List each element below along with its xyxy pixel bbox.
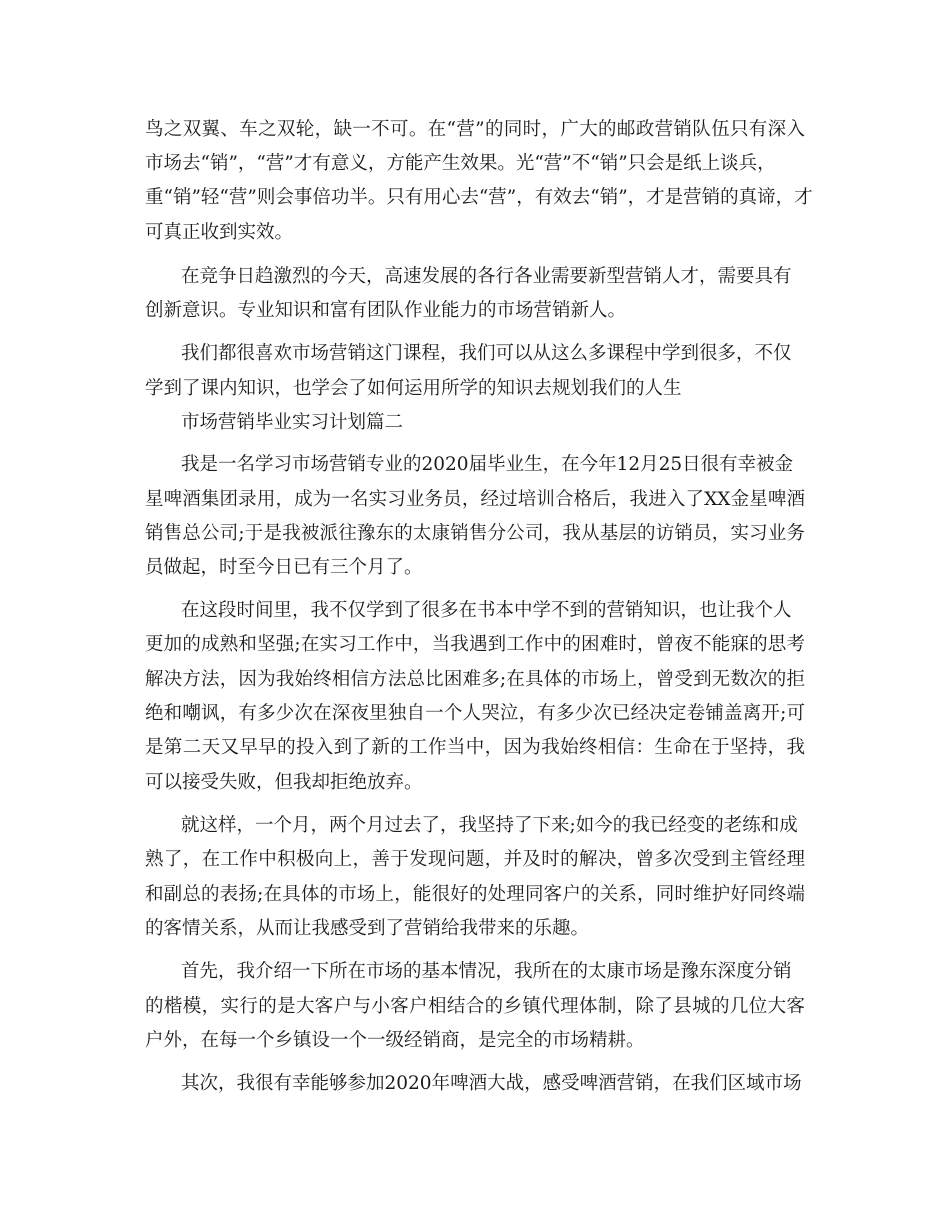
- text-line: 星啤酒集团录用，成为一名实习业务员，经过培训合格后，我进入了XX金星啤酒: [145, 489, 805, 510]
- text-line: 户外，在每一个乡镇设一个一级经销商，是完全的市场精耕。: [145, 1030, 645, 1051]
- text-line: 就这样，一个月，两个月过去了，我坚持了下来;如今的我已经变的老练和成: [181, 815, 798, 836]
- text-line: 员做起，时至今日已有三个月了。: [145, 557, 423, 578]
- text-line: 创新意识。专业知识和富有团队作业能力的市场营销新人。: [145, 300, 627, 321]
- text-line: 解决方法，因为我始终相信方法总比困难多;在具体的市场上，曾受到无数次的拒: [145, 669, 805, 690]
- text-line: 我是一名学习市场营销专业的2020届毕业生，在今年12月25日很有幸被金: [181, 454, 794, 475]
- text-line: 鸟之双翼、车之双轮，缺一不可。在“营”的同时，广大的邮政营销队伍只有深入: [145, 119, 805, 140]
- text-line: 熟了，在工作中积极向上，善于发现问题，并及时的解决，曾多次受到主管经理: [145, 849, 805, 870]
- text-line: 销售总公司;于是我被派往豫东的太康销售分公司，我从基层的访销员，实习业务: [145, 523, 805, 544]
- text-line: 我们都很喜欢市场营销这门课程，我们可以从这么多课程中学到很多，不仅: [181, 343, 792, 364]
- text-line: 的客情关系，从而让我感受到了营销给我带来的乐趣。: [145, 918, 590, 939]
- text-line: 绝和嘲讽，有多少次在深夜里独自一个人哭泣，有多少次已经决定卷铺盖离开;可: [145, 703, 805, 724]
- text-line: 可真正收到实效。: [145, 222, 294, 243]
- text-line: 在竞争日趋激烈的今天，高速发展的各行各业需要新型营销人才，需要具有: [181, 266, 792, 287]
- text-line: 可以接受失败，但我却拒绝放弃。: [145, 772, 423, 793]
- text-line: 重“销”轻“营”则会事倍功半。只有用心去“营”，有效去“销”，才是营销的真谛，才: [145, 187, 813, 208]
- text-line: 在这段时间里，我不仅学到了很多在书本中学不到的营销知识，也让我个人: [181, 600, 792, 621]
- text-line: 是第二天又早早的投入到了新的工作当中，因为我始终相信：生命在于坚持，我: [145, 737, 805, 758]
- text-line: 更加的成熟和坚强;在实习工作中，当我遇到工作中的困难时，曾夜不能寐的思考: [145, 634, 805, 655]
- text-line: 学到了课内知识，也学会了如何运用所学的知识去规划我们的人生: [145, 378, 682, 399]
- section-heading: 市场营销毕业实习计划篇二: [181, 412, 404, 433]
- text-line: 其次，我很有幸能够参加2020年啤酒大战，感受啤酒营销，在我们区域市场: [181, 1073, 802, 1094]
- text-line: 的楷模，实行的是大客户与小客户相结合的乡镇代理体制，除了县城的几位大客: [145, 996, 805, 1017]
- text-line: 首先，我介绍一下所在市场的基本情况，我所在的太康市场是豫东深度分销: [181, 961, 792, 982]
- text-line: 市场去“销”，“营”才有意义，方能产生效果。光“营”不“销”只会是纸上谈兵，: [145, 153, 776, 174]
- text-line: 和副总的表扬;在具体的市场上，能很好的处理同客户的关系，同时维护好同终端: [145, 884, 805, 905]
